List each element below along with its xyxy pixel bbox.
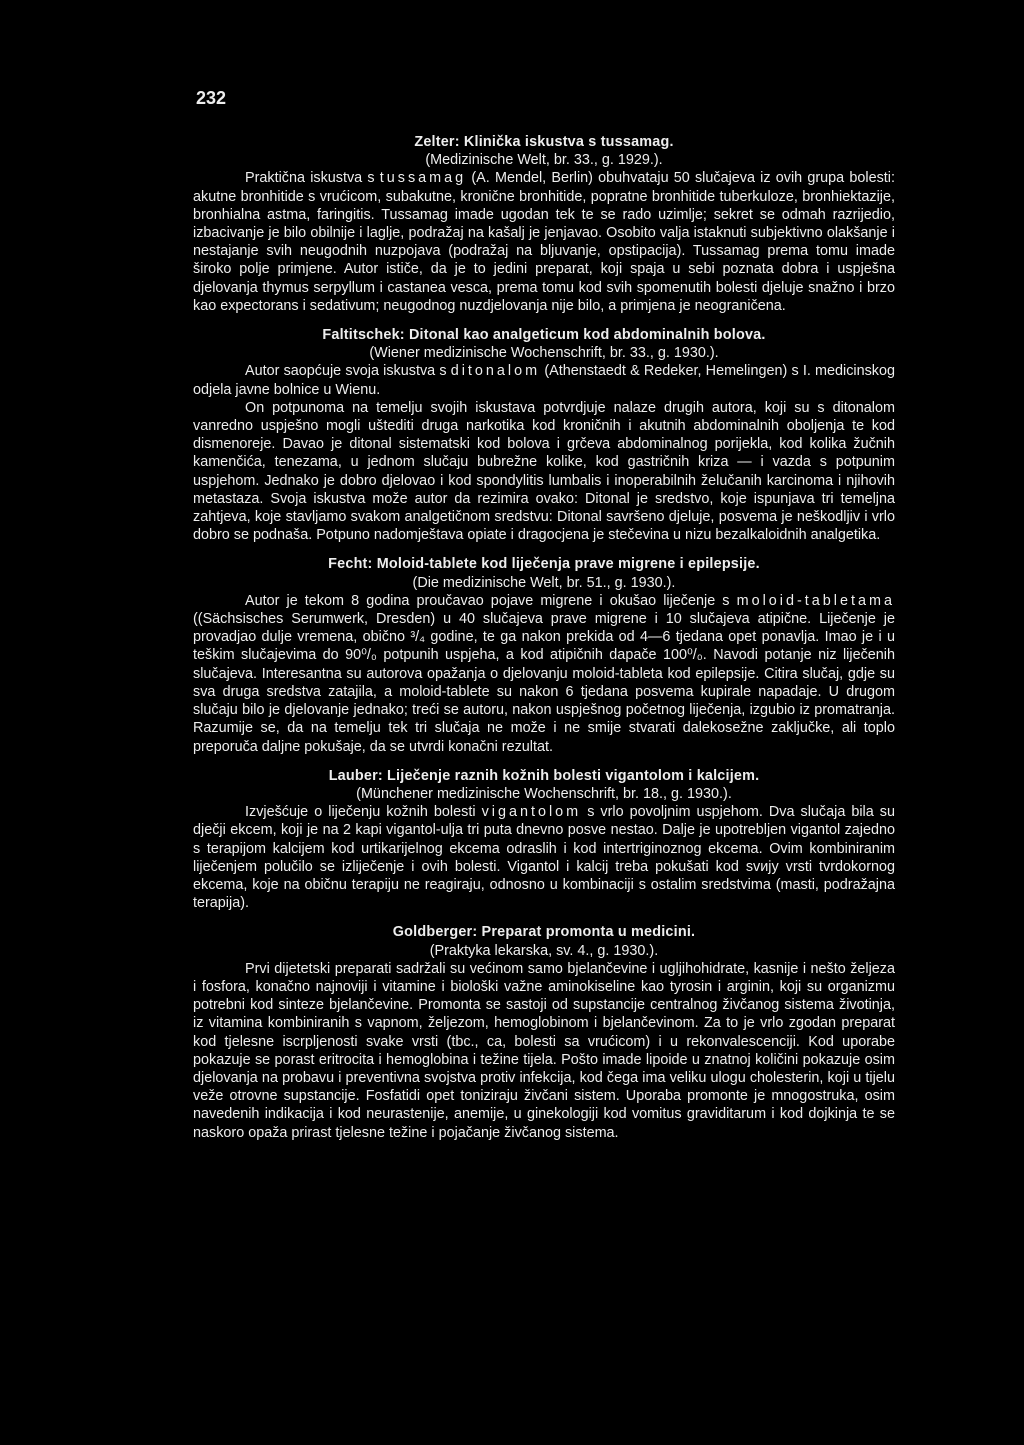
article-fecht	[193, 555, 895, 755]
article-title: Lauber: Liječenje raznih kožnih bolesti vigantolom i kalcijem.	[328, 767, 760, 784]
article-paragraph	[193, 592, 895, 756]
emphasized-term: vigantolom	[481, 804, 582, 821]
emphasized-term: ditonalom	[450, 363, 541, 380]
paragraph-text: s vrlo povoljnim uspjehom. Dva slučaja bila su dječji ekcem, koji je na 2 kapi vigantol-ulja tri puta dnevno posve nestao. Dalje je upotrebljen vigantol zajedno s terapijom kalcijem kod urtikarijelnog ekcema odraslih i kod intertriginoznog ekcema. Ovim kombiniranim liječenjem polučilo se izliječenje i ovih bolesti. Vigantol i kalcij treba pokušati kod svију vrsti tvrdokornog ekcema, koje na običnu terapiju ne reagiraju, odnosno u kombinaciji s ostalim sredstvima (masti, podražajna terapija).	[193, 804, 895, 912]
article-source: (Wiener medizinische Wochenschrift, br. 33., g. 1930.).	[369, 345, 719, 362]
article-source: (Die medizinische Welt, br. 51., g. 1930.).	[412, 574, 676, 591]
paragraph-text: Prvi dijetetski preparati sadržali su većinom samo bjelančevine i ugljihohidrate, kasnije i nešto željeza i fosfora, konačno najnoviji i vitamine i biološki važne aminokiseline kao tyrosin i arginin, koji su organizmu potrebni kod sinteze bjelančevine. Promonta se sastoji od supstancije centralnog živčanog sistema životinja, iz vitamina kombiniranih s vapnom, željezom, hemoglobinom i bjelančevinom. Za to je vrlo zgodan preparat kod tjelesne iscrpljenosti svake vrsti (tbc., ca, bolesti sa vrućicom) i u rekonvalescenciji. Kod uporabe pokazuje se porast eritrocita i hemoglobina i težine tijela. Pošto imade lipoide u znatnoj količini pokazuje osim djelovanja na probavu i preventivna svojstva protiv infekcija, kod čega ima veliku ulogu cholesterin, koji u tijelu veže otrovne supstancije. Fosfatidi opet toniziraju živčani sistem. Uporaba promonte je mnogostruka, osim navedenih indikacija i kod neurastenije, anemije, u ginekologiji kod vomitus graviditarum i kod dojkinja te se naskoro opaža prirast tjelesne težine i pojačanje živčanog sistema.	[193, 960, 895, 1141]
article-source: (Medizinische Welt, br. 33., g. 1929.).	[425, 152, 663, 169]
article-title: Zelter: Klinička iskustva s tussamag.	[414, 134, 674, 150]
article-title: Fecht: Moloid-tablete kod liječenja prave migrene i epilepsije.	[328, 556, 760, 573]
article-paragraph	[193, 169, 895, 315]
article-source: (Praktyka lekarska, sv. 4., g. 1930.).	[429, 942, 659, 959]
paragraph-text: On potpunoma na temelju svojih iskustava potvrdjuje nalaze drugih autora, koji su s ditonalom vanredno uspješno mogli uštediti druga narkotika kod kroničnih i akutnih abdominalnih oboljenja te kod dismenoreje. Davao je ditonal sistematski kod bolova i grčeva abdominalnog porijekla, kod kolika žučnih kamenčića, tenezama, u jednom slučaju bubrežne kolike, kod gastričnih kriza — i vazda s potpunim uspjehom. Jednako je dobro djelovao i kod spondylitis lumbalis i inoperabilnih želučanih karcinoma i njihovih metastaza. Svoja iskustva može autor da rezimira ovako: Ditonal je sredstvo, koje ispunjava tri temeljna zahtjeva, koje stavljamo svakom analgetičnom sredstvu: Ditonal savršeno djeluje, posvema je neškodljiv i vrlo dobro se podnaša. Potpuno nadomještava opiate i dragocjena je stečevina u nizu bezalkaloidnih analgetika.	[193, 399, 895, 544]
paragraph-text: (A. Mendel, Berlin) obuhvataju 50 slučajeva iz ovih grupa bolesti: akutne bronhitide s vrućicom, subakutne, kronične bronhitide, popratne bronhitide tuberkuloze, bronhiektazije, bronhialna astma, faringitis. Tussamag imade ugodan tek te se rado uzimlje; sekret se odmah razrijedio, izbacivanje je bilo obilnije i laglje, podražaj na kašalj je jenjavao. Osobito valja istaknuti subjektivno olakšanje i nestajanje svih neugodnih nuzpojava (podražaj na bljuvanje, opstipacija). Tussamag prema tomu imade široko polje primjene. Autor ističe, da je to jedini preparat, koji spaja u sebi poznata dobra i uspješna djelovanja thymus serpyllum i castanea vesca, prema tomu kod svih spomenutih bolesti djeluje snažno i brzo kao expectorans i sedativum; neugodnog nuzdjelovanja nije bilo, a primjena je neograničena.	[193, 170, 895, 314]
article-paragraph	[193, 399, 895, 545]
article-lauber	[193, 767, 895, 913]
article-paragraph	[193, 960, 895, 1142]
article-zelter	[193, 133, 895, 315]
article-title: Goldberger: Preparat promonta u medicini.	[392, 924, 696, 941]
emphasized-term: tussamag	[379, 170, 467, 187]
article-paragraph	[193, 362, 895, 398]
paragraph-text: Praktična iskustva s	[245, 170, 380, 187]
page-number: 232	[196, 88, 227, 108]
emphasized-term: moloid-tabletama	[736, 592, 895, 609]
paragraph-text: ((Sächsisches Serumwerk, Dresden) u 40 slučajeva prave migrene i 10 slučajeva atipične. Liječenje je provadjao dulje vremena, obično ³/₄ godine, te ga nakon prekida od 4—6 tjedana opet ponavlja. Imao je i u teškim slučajevima do 90⁰/₀ potpunih uspjeha, a kod atipičnih dapače 100⁰/₀. Navodi potanje niz liječenih slučajeva. Interesantna su autorova opažanja o djelovanju moloid-tableta kod epilepsije. Citira slučaj, gdje su sva druga sredstva zatajila, a moloid-tablete su nakon 6 tjedana posvema kupirale napadaje. U drugom slučaju bilo je djelovanje jednako; treći se autoru, nakon uspješnog početnog liječenja, izgubio iz promatranja. Razumije se, da na temelju tek tri slučaja ne može i ne smije stvarati dalekosežne zaključke, ali toplo preporuča daljne pokušaje, da se utvrdi konačni rezultat.	[193, 611, 895, 755]
article-faltitschek	[193, 326, 895, 544]
paragraph-text: Autor je tekom 8 godina proučavao pojave migrene i okušao liječenje s	[245, 592, 737, 609]
page-content	[193, 133, 895, 1153]
paragraph-text: (Athenstaedt & Redeker, Hemelingen) s I. medicinskog odjela javne bolnice u Wienu.	[193, 363, 896, 398]
article-paragraph	[193, 803, 895, 912]
article-title: Faltitschek: Ditonal kao analgeticum kod abdominalnih bolova.	[322, 327, 766, 344]
article-source: (Münchener medizinische Wochenschrift, br. 18., g. 1930.).	[356, 785, 732, 802]
paragraph-text: Izvješćuje o liječenju kožnih bolesti	[245, 804, 482, 821]
article-goldberger	[193, 923, 895, 1141]
paragraph-text: Autor saopćuje svoja iskustva s	[245, 363, 451, 380]
